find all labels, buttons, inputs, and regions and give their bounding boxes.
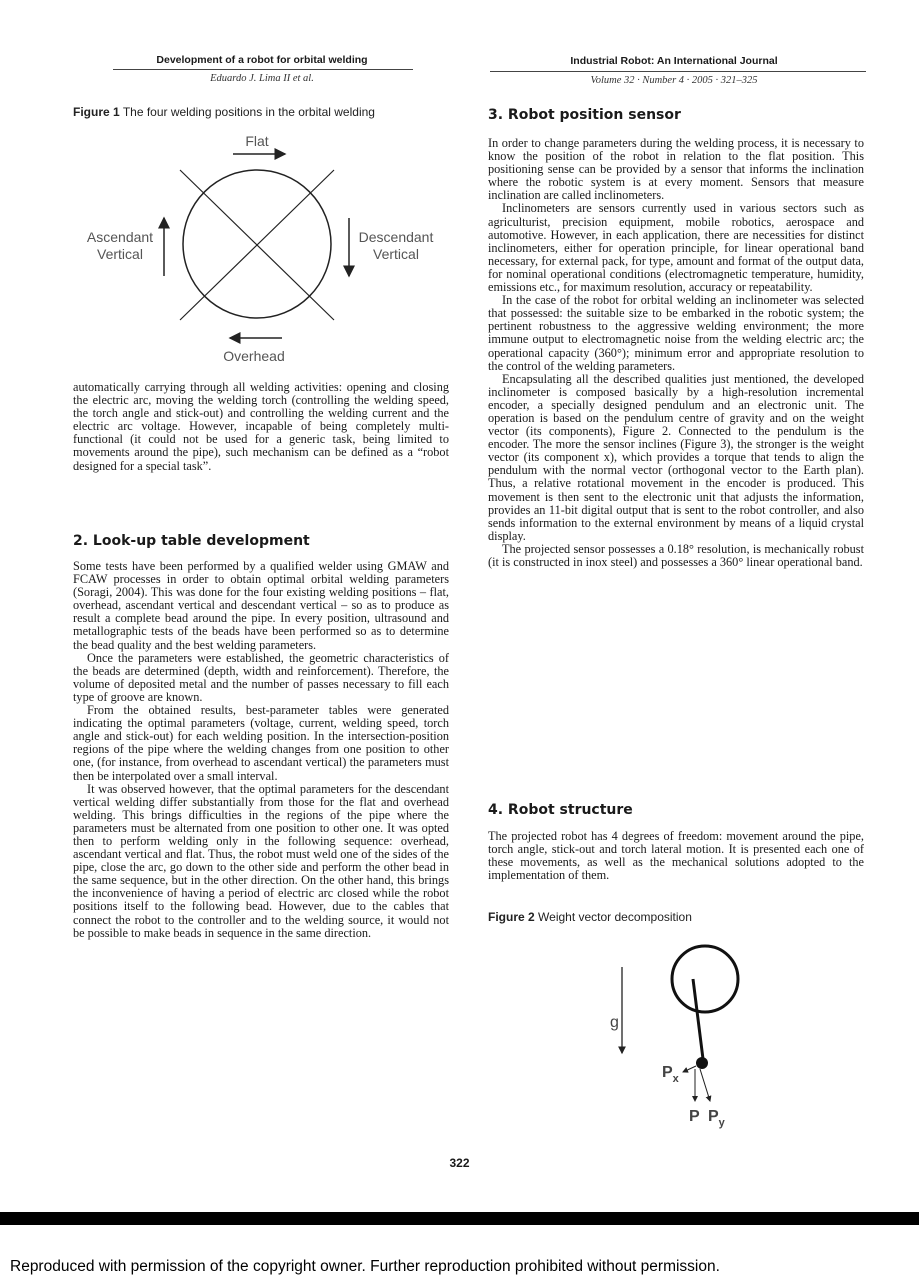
figure1-descendant-label-1: Descendant bbox=[358, 229, 434, 245]
section2-paragraph: It was observed however, that the optimal parameters for the descendant vertical welding differ substantially from those for the flat and overhead welding. This brings difficulties in the regions of the pipe where the parameters must be alternated from one position to other one. It was opted then to perform welding only in the following sequence: overhead, ascendant vertical and flat. Thus, the robot must weld one of the sides of the pipe, close the arc, go down to the other side and perform the other bead in the same sequence, but in the other direction. On the other hand, this brings the inconvenience of having a period of electric arc closed while the robot positions itself to the following bead. However, due to the cables that connect the robot to the controller and to the welding source, it would not be possible to make beads in sequence in the same direction. bbox=[73, 781, 449, 940]
copyright-footer: Reproduced with permission of the copyright owner. Further reproduction prohibited without permission. bbox=[10, 1258, 720, 1275]
left-running-title: Development of a robot for orbital welding bbox=[156, 54, 368, 66]
figure2-px-arrow bbox=[683, 1066, 696, 1072]
figure1-overhead-label: Overhead bbox=[223, 348, 285, 364]
section3-paragraph: In the case of the robot for orbital welding an inclinometer was selected that possessed: the suitable size to be embarked in the robotic system; the pertinent robustness to the aggressive welding environment; the more immune output to electromagnetic noise from the welding electric arc; the operational capacity (360°); minimum error and appropriate resolution to the control of the welding parameters. bbox=[488, 293, 864, 373]
section4-paragraph: The projected robot has 4 degrees of freedom: movement around the pipe, torch angle, stick-out and torch lateral motion. It is presented each one of these movements, as well as the mechanical solutions adopted to the implementation of them. bbox=[488, 829, 864, 883]
section2-paragraph: Once the parameters were established, the geometric characteristics of the beads are determined (depth, width and reinforcement). Therefore, the volume of deposited metal and the number of passes necessary to fill each type of groove are known. bbox=[73, 650, 449, 704]
figure1-caption-text: The four welding positions in the orbital welding bbox=[122, 105, 375, 119]
section3-heading: 3. Robot position sensor bbox=[488, 107, 681, 123]
section3-paragraph: The projected sensor possesses a 0.18° resolution, is mechanically robust (it is constructed in inox steel) and possesses a 360° linear operational band. bbox=[488, 541, 864, 569]
left-header-rule bbox=[113, 69, 413, 70]
figure2-caption-text: Weight vector decomposition bbox=[538, 910, 692, 924]
figure2-g-label: g bbox=[610, 1014, 619, 1031]
section2-paragraph: From the obtained results, best-parameter tables were generated indicating the optimal parameters (voltage, current, welding speed, torch angle and stick-out) for each welding position. In the intersection-position regions of the pipe where the welding changes from one position to other one, (for instance, from overhead to ascendant vertical) the parameters must then be interpolated over a small interval. bbox=[73, 703, 449, 783]
figure2-px-label: $P_x$ bbox=[662, 1064, 679, 1085]
right-citation: Volume 32 · Number 4 · 2005 · 321–325 bbox=[590, 75, 758, 86]
figure1-ascendant-label-1: Ascendant bbox=[86, 229, 154, 245]
figure2-py-subscript: y bbox=[718, 1117, 725, 1129]
section3-paragraph: Inclinometers are sensors currently used in various sectors such as agriculturist, precision equipment, mobile robotics, aerospace and automotive. However, in each application, there are necessities for distinct inclinometers, either for operation principle, for linear operational band necessary, for external pack, for type, amount and format of the output data, for nominal operational conditions (electromagnetic temperature, humidity, emissions etc., for maximum resolution, accuracy or repeatability. bbox=[488, 201, 864, 295]
figure2-weight-vector-diagram bbox=[590, 935, 850, 1135]
figure2-py-label: $P_y$ bbox=[708, 1108, 725, 1129]
figure2-label: Figure 2 bbox=[488, 910, 535, 924]
left-column-section2 bbox=[73, 560, 449, 940]
figure2-pendulum-mass bbox=[696, 1057, 708, 1069]
figure2-pendulum-rod bbox=[693, 979, 703, 1059]
figure2-pivot-circle bbox=[672, 946, 738, 1012]
right-column-section3 bbox=[488, 137, 864, 569]
left-column-intro bbox=[73, 381, 449, 473]
figure1-label: Figure 1 bbox=[73, 105, 120, 119]
page-number: 322 bbox=[449, 1156, 470, 1170]
section3-paragraph: Encapsulating all the described qualities just mentioned, the developed inclinometer is composed basically by a high-resolution incremental encoder, a specially designed pendulum and an electronic unit. The operation is based on the pendulum centre of gravity and on the weight vector (its components), Figure 2. Connected to the pendulum is the encoder. The more the sensor inclines (Figure 3), the stronger is the weight vector (its component x), which provides a torque that tends to align the pendulum with the normal vector (orthogonal vector to the Earth plan). Thus, a relative rotational movement in the encoder is produced. This movement is then sent to the electronic unit that adjusts the information, provides an 11-bit digital output that is sent to the robot controller, and also sends information to the external environment by means of a liquid crystal display. bbox=[488, 371, 864, 543]
right-header-rule bbox=[490, 71, 866, 72]
figure2-py-arrow bbox=[700, 1069, 710, 1101]
right-column-section4 bbox=[488, 830, 864, 882]
right-running-title: Industrial Robot: An International Journal bbox=[570, 55, 778, 67]
left-authors: Eduardo J. Lima II et al. bbox=[210, 73, 314, 84]
figure1-caption bbox=[73, 105, 375, 119]
figure1-welding-positions-diagram bbox=[70, 126, 470, 376]
figure2-px-subscript: x bbox=[672, 1073, 679, 1085]
figure2-p-label: P bbox=[689, 1108, 700, 1125]
figure1-flat-label: Flat bbox=[245, 133, 269, 149]
figure1-ascendant-label-2: Vertical bbox=[97, 246, 143, 262]
section4-heading: 4. Robot structure bbox=[488, 802, 633, 818]
section2-heading: 2. Look-up table development bbox=[73, 533, 310, 549]
intro-paragraph: automatically carrying through all welding activities: opening and closing the electric arc, moving the welding torch (controlling the welding speed, the torch angle and stick-out) and controlling the welding current and the electric arc voltage. However, incapable of being completely multi-functional (it could not be used for a generic task, being limited to movements around the pipe), such mechanism can be defined as a “robot designed for a special task”. bbox=[73, 380, 449, 473]
figure2-caption bbox=[488, 910, 692, 924]
footer-black-bar bbox=[0, 1212, 919, 1225]
section2-paragraph: Some tests have been performed by a qualified welder using GMAW and FCAW processes in order to obtain optimal orbital welding parameters (Soragi, 2004). This was done for the four existing welding positions – flat, overhead, ascendant vertical and descendant vertical – so as to produce as result a complete bead around the pipe. In every position, ultrasound and metallographic tests of the beads have been performed so as to determine the bead quality and the best welding parameters. bbox=[73, 559, 449, 652]
figure1-descendant-label-2: Vertical bbox=[373, 246, 419, 262]
section3-paragraph: In order to change parameters during the welding process, it is necessary to know the position of the robot in relation to the flat position. This positioning sense can be provided by a sensor that informs the inclination where the robotic system is at every moment. Sensors that measure inclination are called inclinometers. bbox=[488, 136, 864, 203]
